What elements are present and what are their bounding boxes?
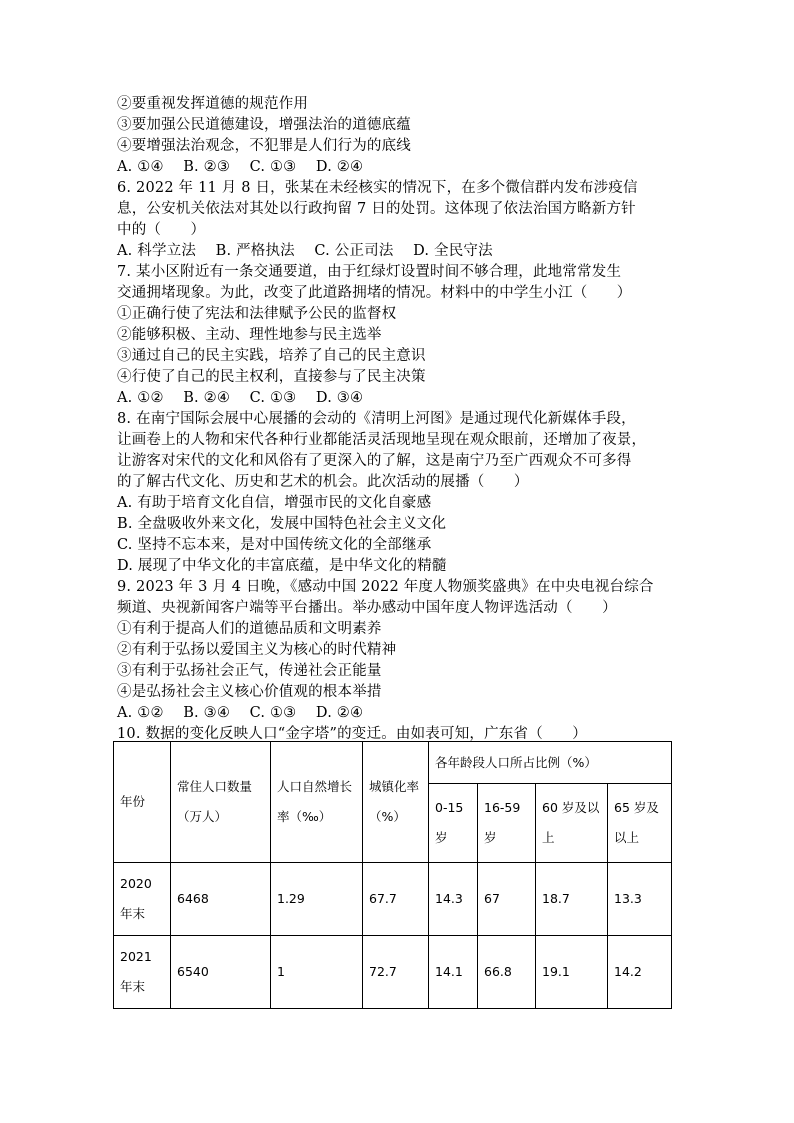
- header-year: 年份: [114, 742, 171, 863]
- question-6-stem: 中的（ ）: [117, 222, 206, 238]
- header-urbanization: 城镇化率（%）: [363, 742, 429, 863]
- answer-options: A. ①② B. ③④ C. ①③ D. ②④: [117, 705, 364, 721]
- cell-population: 6540: [171, 936, 271, 1009]
- cell-year: 2021 年末: [114, 936, 171, 1009]
- answer-options: A. ①④ B. ②③ C. ①③ D. ②④: [117, 159, 364, 175]
- question-6-stem: 6. 2022 年 11 月 8 日，张某在未经核实的情况下，在多个微信群内发布涉疫信: [117, 180, 638, 196]
- answer-options: A. ①② B. ②④ C. ①③ D. ③④: [117, 390, 364, 406]
- statement-item: ②能够积极、主动、理性地参与民主选举: [117, 327, 382, 343]
- cell-age-65-plus: 14.2: [608, 936, 672, 1009]
- question-10-stem: 10. 数据的变化反映人口“金字塔”的变迁。由如表可知，广东省（ ）: [117, 726, 587, 742]
- text-line: ②要重视发挥道德的规范作用: [117, 96, 309, 112]
- header-age-group: 各年龄段人口所占比例（%）: [429, 742, 672, 784]
- question-8-stem: 8. 在南宁国际会展中心展播的会动的《清明上河图》是通过现代化新媒体手段，: [117, 411, 636, 427]
- cell-age-16-59: 66.8: [478, 936, 536, 1009]
- cell-year: 2020 年末: [114, 863, 171, 936]
- statement-item: ④行使了自己的民主权利，直接参与了民主决策: [117, 369, 426, 385]
- cell-urbanization: 67.7: [363, 863, 429, 936]
- question-8-stem: 让画卷上的人物和宋代各种行业都能活灵活现地呈现在观众眼前，还增加了夜景，: [117, 432, 647, 448]
- table-row: [114, 936, 672, 1009]
- cell-age-60-plus: 18.7: [536, 863, 608, 936]
- question-7-stem: 交通拥堵现象。为此，改变了此道路拥堵的情况。材料中的中学生小江（ ）: [117, 285, 632, 301]
- statement-item: ③有利于弘扬社会正气，传递社会正能量: [117, 663, 382, 679]
- answer-option: A. 有助于培育文化自信，增强市民的文化自豪感: [117, 495, 432, 511]
- header-age-65-plus: 65 岁及以上: [608, 784, 672, 863]
- text-line: ④要增强法治观念，不犯罪是人们行为的底线: [117, 138, 411, 154]
- header-age-60-plus: 60 岁及以上: [536, 784, 608, 863]
- cell-growth-rate: 1: [271, 936, 363, 1009]
- header-growth-rate: 人口自然增长率（‰）: [271, 742, 363, 863]
- table-row: [114, 863, 672, 936]
- question-text: [117, 94, 677, 745]
- cell-urbanization: 72.7: [363, 936, 429, 1009]
- header-age-0-15: 0-15 岁: [429, 784, 478, 863]
- question-6-stem: 息，公安机关依法对其处以行政拘留 7 日的处罚。这体现了依法治国方略新方针: [117, 201, 636, 217]
- statement-item: ④是弘扬社会主义核心价值观的根本举措: [117, 684, 382, 700]
- statement-item: ①有利于提高人们的道德品质和文明素养: [117, 621, 382, 637]
- statement-item: ③通过自己的民主实践，培养了自己的民主意识: [117, 348, 426, 364]
- cell-age-16-59: 67: [478, 863, 536, 936]
- question-8-stem: 的了解古代文化、历史和艺术的机会。此次活动的展播（ ）: [117, 474, 529, 490]
- answer-option: C. 坚持不忘本来，是对中国传统文化的全部继承: [117, 537, 432, 553]
- cell-age-65-plus: 13.3: [608, 863, 672, 936]
- table-header-row: [114, 742, 672, 784]
- text-line: ③要加强公民道德建设，增强法治的道德底蕴: [117, 117, 411, 133]
- cell-population: 6468: [171, 863, 271, 936]
- header-age-16-59: 16-59 岁: [478, 784, 536, 863]
- answer-option: B. 全盘吸收外来文化，发展中国特色社会主义文化: [117, 516, 447, 532]
- population-table: [113, 741, 672, 1009]
- cell-age-0-15: 14.1: [429, 936, 478, 1009]
- question-8-stem: 让游客对宋代的文化和风俗有了更深入的了解，这是南宁乃至广西观众不可多得: [117, 453, 632, 469]
- statement-item: ②有利于弘扬以爱国主义为核心的时代精神: [117, 642, 397, 658]
- answer-options: A. 科学立法 B. 严格执法 C. 公正司法 D. 全民守法: [117, 243, 493, 259]
- question-7-stem: 7. 某小区附近有一条交通要道，由于红绿灯设置时间不够合理，此地常常发生: [117, 264, 622, 280]
- cell-age-0-15: 14.3: [429, 863, 478, 936]
- header-population: 常住人口数量（万人）: [171, 742, 271, 863]
- cell-age-60-plus: 19.1: [536, 936, 608, 1009]
- answer-option: D. 展现了中华文化的丰富底蕴，是中华文化的精髓: [117, 558, 447, 574]
- question-9-stem: 频道、央视新闻客户端等平台播出。举办感动中国年度人物评选活动（ ）: [117, 600, 617, 616]
- cell-growth-rate: 1.29: [271, 863, 363, 936]
- question-9-stem: 9. 2023 年 3 月 4 日晚，《感动中国 2022 年度人物颁奖盛典》在中央电视台综合: [117, 579, 654, 595]
- statement-item: ①正确行使了宪法和法律赋予公民的监督权: [117, 306, 397, 322]
